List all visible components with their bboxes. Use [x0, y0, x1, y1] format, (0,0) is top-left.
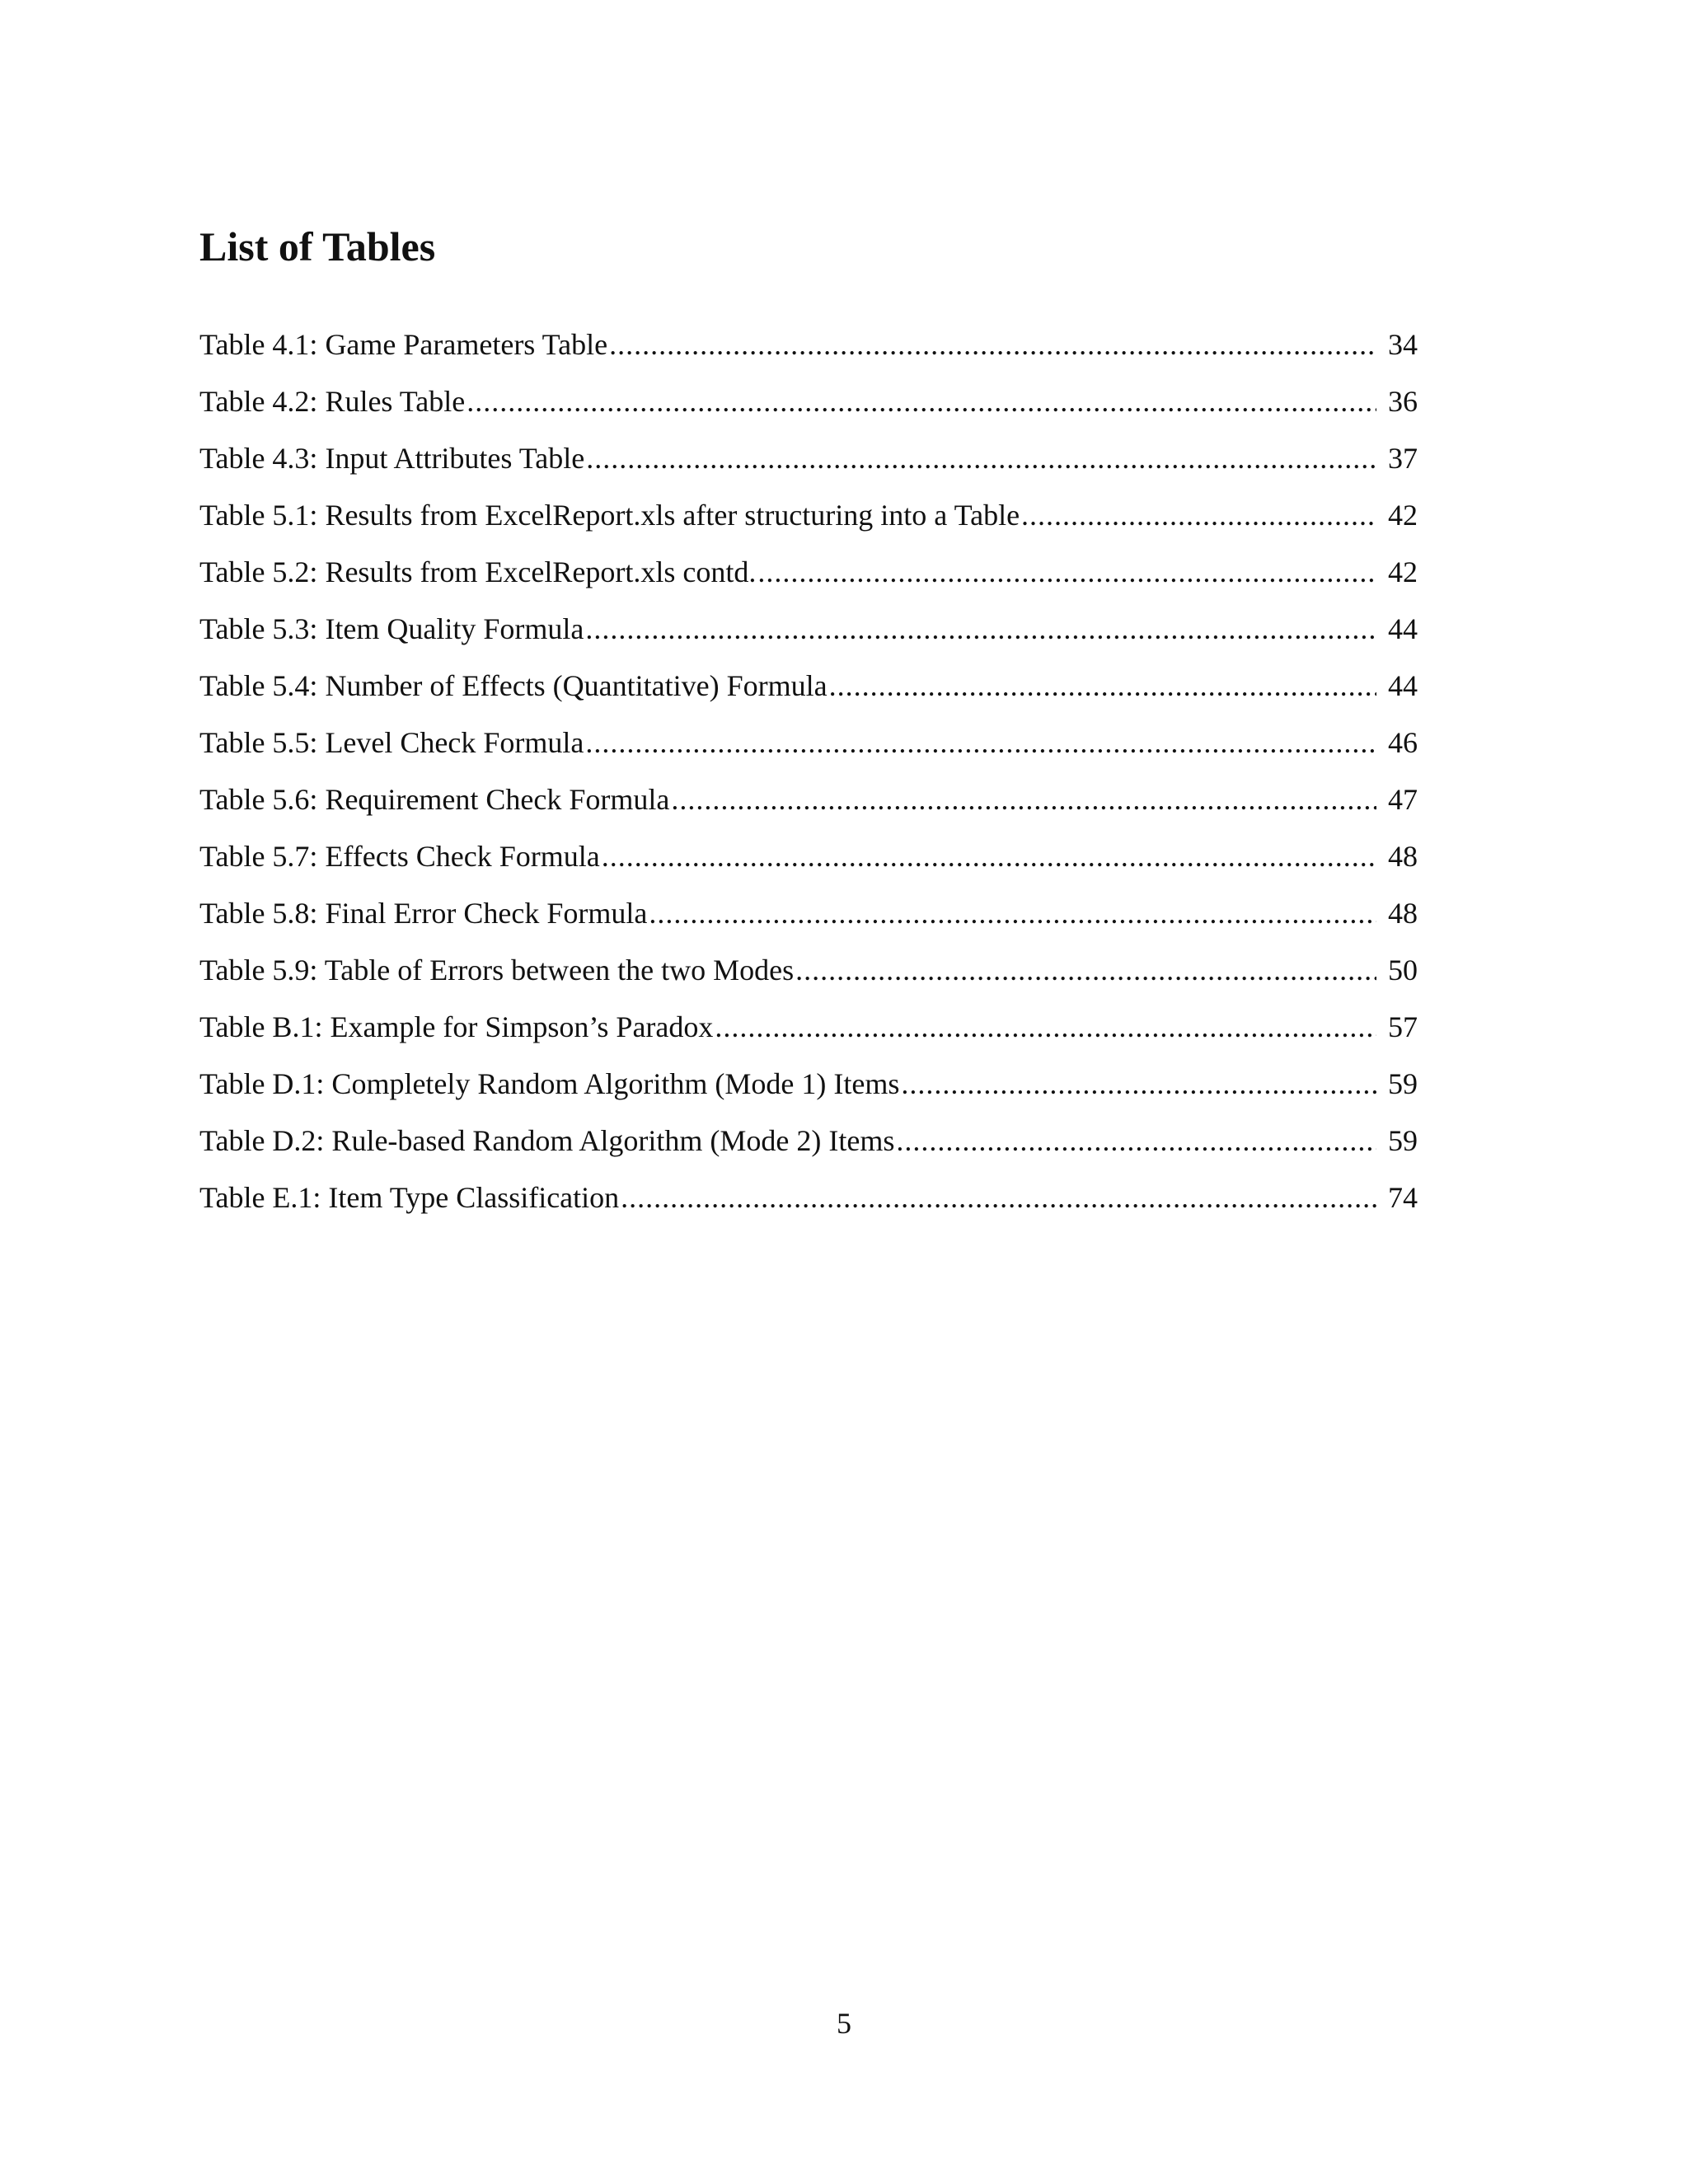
dot-leader [602, 828, 1376, 885]
toc-entry-page: 46 [1388, 726, 1418, 759]
toc-entry-page: 74 [1388, 1181, 1418, 1214]
list-of-tables [199, 316, 1418, 1226]
dot-leader [585, 715, 1376, 771]
toc-entry-label: Table 4.1: Game Parameters Table [199, 328, 608, 361]
toc-entry[interactable] [199, 885, 1418, 942]
toc-entry[interactable] [199, 658, 1418, 715]
dot-leader [829, 658, 1376, 715]
toc-entry-label: Table E.1: Item Type Classification [199, 1181, 620, 1214]
toc-entry[interactable] [199, 544, 1418, 601]
dot-leader [795, 942, 1376, 999]
dot-leader [901, 1056, 1376, 1113]
toc-entry-label: Table 5.2: Results from ExcelReport.xls contd. [199, 555, 757, 588]
toc-entry[interactable] [199, 828, 1418, 885]
dot-leader [586, 430, 1376, 487]
toc-entry[interactable] [199, 999, 1418, 1056]
dot-leader [609, 316, 1376, 373]
toc-entry-page: 36 [1388, 385, 1418, 418]
dot-leader [757, 544, 1376, 601]
toc-entry[interactable] [199, 771, 1418, 828]
dot-leader [1021, 487, 1376, 544]
page-number: 5 [837, 2007, 851, 2040]
toc-entry-page: 48 [1388, 840, 1418, 873]
dot-leader [715, 999, 1376, 1056]
toc-entry-label: Table 5.3: Item Quality Formula [199, 612, 584, 645]
dot-leader [621, 1169, 1376, 1226]
toc-entry-label: Table 5.4: Number of Effects (Quantitative) Formula [199, 669, 828, 702]
dot-leader [585, 601, 1376, 658]
toc-entry[interactable] [199, 715, 1418, 771]
toc-entry[interactable] [199, 316, 1418, 373]
dot-leader [649, 885, 1376, 942]
toc-entry-label: Table 4.3: Input Attributes Table [199, 442, 585, 475]
toc-entry-label: Table D.2: Rule-based Random Algorithm (Mode 2) Items [199, 1124, 895, 1157]
toc-entry[interactable] [199, 942, 1418, 999]
toc-entry[interactable] [199, 430, 1418, 487]
toc-entry-label: Table 5.5: Level Check Formula [199, 726, 584, 759]
toc-entry-page: 47 [1388, 783, 1418, 816]
toc-entry-page: 37 [1388, 442, 1418, 475]
toc-entry-label: Table 5.1: Results from ExcelReport.xls after structuring into a Table [199, 499, 1020, 532]
toc-entry[interactable] [199, 373, 1418, 430]
page-title: List of Tables [199, 223, 436, 269]
toc-entry[interactable] [199, 1169, 1418, 1226]
toc-entry-page: 59 [1388, 1124, 1418, 1157]
dot-leader [671, 771, 1376, 828]
toc-entry-label: Table D.1: Completely Random Algorithm (Mode 1) Items [199, 1067, 900, 1100]
toc-entry[interactable] [199, 1056, 1418, 1113]
toc-entry-label: Table 5.8: Final Error Check Formula [199, 897, 648, 930]
dot-leader [896, 1113, 1376, 1169]
toc-entry-page: 44 [1388, 669, 1418, 702]
toc-entry-label: Table 5.6: Requirement Check Formula [199, 783, 670, 816]
toc-entry[interactable] [199, 1113, 1418, 1169]
toc-entry-page: 34 [1388, 328, 1418, 361]
toc-entry-label: Table 4.2: Rules Table [199, 385, 466, 418]
toc-entry-page: 42 [1388, 555, 1418, 588]
toc-entry[interactable] [199, 601, 1418, 658]
toc-entry-page: 59 [1388, 1067, 1418, 1100]
toc-entry-page: 44 [1388, 612, 1418, 645]
toc-entry-label: Table B.1: Example for Simpson’s Paradox [199, 1010, 714, 1043]
toc-entry-label: Table 5.9: Table of Errors between the two Modes [199, 954, 795, 987]
toc-entry-page: 57 [1388, 1010, 1418, 1043]
toc-entry-page: 42 [1388, 499, 1418, 532]
toc-entry[interactable] [199, 487, 1418, 544]
toc-entry-page: 50 [1388, 954, 1418, 987]
toc-entry-label: Table 5.7: Effects Check Formula [199, 840, 600, 873]
dot-leader [467, 373, 1376, 430]
toc-entry-page: 48 [1388, 897, 1418, 930]
